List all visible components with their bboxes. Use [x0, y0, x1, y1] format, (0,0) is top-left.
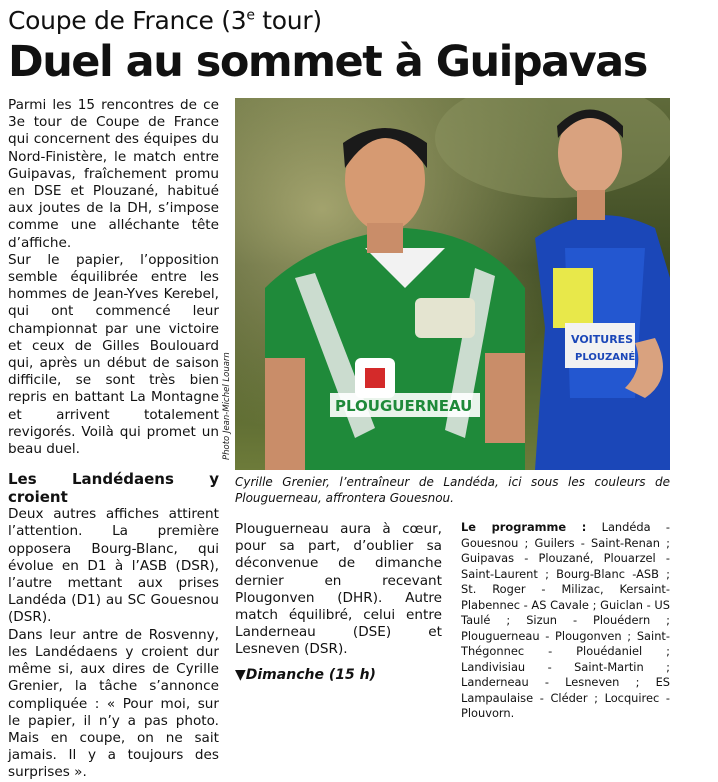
match-day: ▼Dimanche (15 h) — [235, 666, 376, 683]
kicker-title: Coupe de France (3e tour) — [8, 6, 322, 35]
article-column-2 — [235, 521, 442, 684]
svg-text:PLOUGUERNEAU: PLOUGUERNEAU — [335, 397, 473, 415]
paragraph-4: Dans leur antre de Rosvenny, les Landédaens y croient dur même si, aux dires de Cyrille Grenier, la tâche s’annonce compliquée : « Pour moi, sur le papier, il n’y a pas photo. Mais en coupe, on ne sait jamais. Il y a toujours des surprises ». — [8, 626, 219, 781]
svg-text:PLOUZANÉ: PLOUZANÉ — [575, 352, 636, 363]
paragraph-intro: Parmi les 15 rencontres de ce 3e tour de Coupe de France qui concernent des équipes du Nord-Finistère, le match entre Guipavas, fraîchement promu en DSE et Plouzané, habitué aux joutes de la DH, s’impose comme une alléchante tête d’affiche. — [8, 97, 219, 251]
paragraph-5: Plouguerneau aura à cœur, pour sa part, d’oublier sa déconvenue de dimanche dernier en recevant Plougonven (DHR). Autre match équilibré, celui entre Landerneau (DSE) et Lesneven (DSR). — [235, 521, 442, 658]
programme-box — [461, 520, 670, 722]
photo-credit: Photo Jean-Michel Louarn — [222, 352, 232, 460]
paragraph-2: Sur le papier, l’opposition semble équilibrée entre les hommes de Jean-Yves Kerebel, qui ont commencé leur championnat par une victoire et ceux de Gilles Boulouard qui, après un début de saison difficile, se sont très bien repris en battant La Montagne et arrivent totalement revigorés. Voilà qui promet un beau duel. — [8, 251, 219, 458]
programme-label: Le programme : — [461, 520, 587, 534]
programme-text: Landéda - Gouesnou ; Guilers - Saint-Renan ; Guipavas - Plouzané, Plouarzel - Saint-Laurent ; Bourg-Blanc -ASB ; St. Roger - Milizac, Kersaint-Plabennec - AS Cavale ; Guiclan - US Taulé ; Sizun - Plouédern ; Plouguerneau - Plougonven ; Saint-Thégonnec - Plouédaniel ; Landivisiau - Saint-Martin ; Landerneau - Lesneven ; ES Lampaulaise - Cléder ; Locquirec - Plouvorn. — [461, 520, 670, 720]
headline: Duel au sommet à Guipavas — [8, 37, 647, 87]
match-photo — [235, 98, 670, 470]
photo-caption: Cyrille Grenier, l’entraîneur de Landéda, ici sous les couleurs de Plouguerneau, affrontera Gouesnou. — [235, 475, 670, 505]
svg-text:VOITURES: VOITURES — [571, 333, 634, 346]
article-column-1 — [8, 97, 219, 782]
photo-illustration — [235, 98, 670, 470]
paragraph-3: Deux autres affiches attirent l’attention. La première opposera Bourg-Blanc, qui évolue en D1 à l’ASB (DSR), l’autre mettant aux prises Landéda (D1) au SC Gouesnou (DSR). — [8, 506, 219, 626]
subheading: Les Landédaens y croient — [8, 470, 219, 507]
